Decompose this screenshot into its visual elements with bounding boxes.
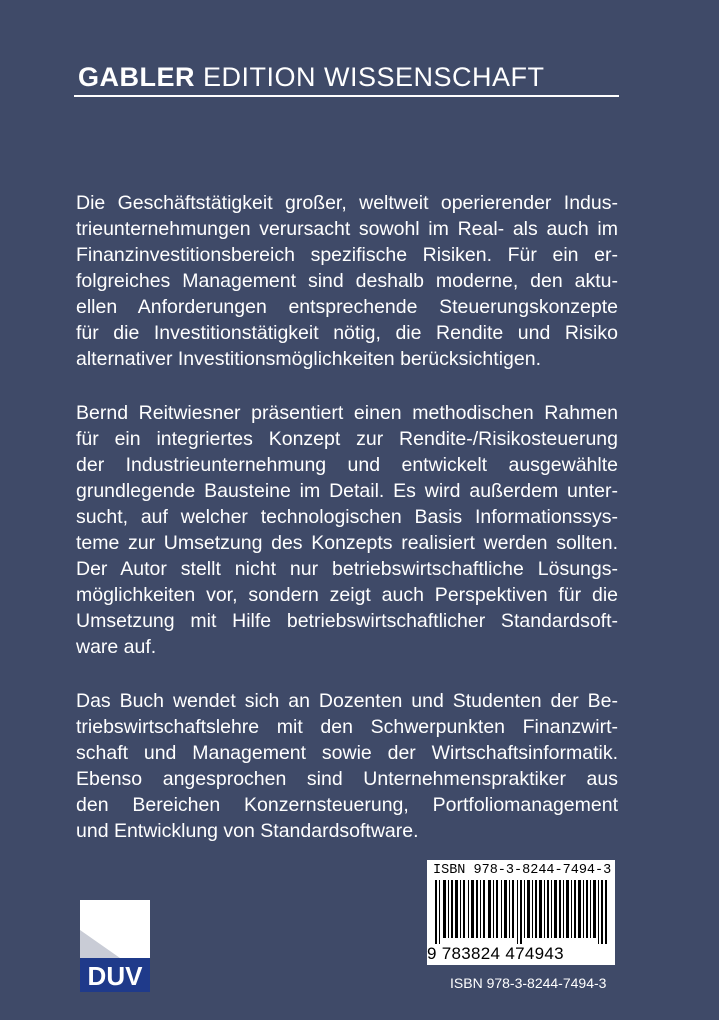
- paragraph-3: [76, 688, 618, 844]
- header-rule: [74, 95, 619, 97]
- text-line: Umsetzung mit Hilfe betriebswirtschaftlicher Standardsoft-: [76, 610, 618, 632]
- isbn-top-label: ISBN 978-3-8244-7494-3: [433, 863, 612, 878]
- paragraph-2: [76, 400, 618, 660]
- duv-logo-icon: [80, 900, 150, 992]
- text-line: für ein integriertes Konzept zur Rendite-/Risikosteuerung: [76, 428, 618, 450]
- duv-logo: [80, 900, 150, 992]
- edition-label: EDITION WISSENSCHAFT: [195, 62, 545, 92]
- text-line: grundlegende Bausteine im Detail. Es wird außerdem unter-: [76, 480, 618, 502]
- text-line: schaft und Management sowie der Wirtschaftsinformatik.: [76, 742, 618, 764]
- text-line: sucht, auf welcher technologischen Basis Informationssys-: [76, 506, 618, 528]
- paragraph-1: [76, 190, 618, 372]
- barcode-icon: [435, 880, 607, 944]
- text-line: triebswirtschaftslehre mit den Schwerpunkten Finanzwirt-: [76, 716, 618, 738]
- text-line: ellen Anforderungen entsprechende Steuerungskonzepte: [76, 296, 618, 318]
- series-title: [78, 62, 545, 93]
- text-line: Ebenso angesprochen sind Unternehmenspraktiker aus: [76, 768, 618, 790]
- text-line: den Bereichen Konzernsteuerung, Portfoliomanagement: [76, 794, 618, 816]
- text-line: Bernd Reitwiesner präsentiert einen methodischen Rahmen: [76, 402, 618, 424]
- text-line: ware auf.: [76, 636, 157, 658]
- publisher-brand: GABLER: [78, 62, 195, 92]
- text-line: teme zur Umsetzung des Konzepts realisiert werden sollten.: [76, 532, 618, 554]
- text-line: der Industrieunternehmung und entwickelt ausgewählte: [76, 454, 618, 476]
- text-line: Die Geschäftstätigkeit großer, weltweit operierender Indus-: [76, 192, 618, 214]
- blurb: [76, 190, 618, 872]
- text-line: möglichkeiten vor, sondern zeigt auch Perspektiven für die: [76, 584, 618, 606]
- isbn-bottom-label: ISBN 978-3-8244-7494-3: [450, 975, 607, 991]
- text-line: folgreiches Management sind deshalb moderne, den aktu-: [76, 270, 618, 292]
- isbn-barcode-digits: 9 783824 474943: [427, 944, 564, 963]
- text-line: alternativer Investitionsmöglichkeiten berücksichtigen.: [76, 348, 541, 370]
- logo-text: DUV: [87, 961, 143, 991]
- text-line: Der Autor stellt nicht nur betriebswirtschaftliche Lösungs-: [76, 558, 618, 580]
- text-line: und Entwicklung von Standardsoftware.: [76, 820, 419, 842]
- text-line: Finanzinvestitionsbereich spezifische Risiken. Für ein er-: [76, 244, 618, 266]
- text-line: Das Buch wendet sich an Dozenten und Studenten der Be-: [76, 690, 618, 712]
- barcode-panel: [427, 860, 615, 965]
- text-line: trieunternehmungen verursacht sowohl im Real- als auch im: [76, 218, 618, 240]
- text-line: für die Investitionstätigkeit nötig, die Rendite und Risiko: [76, 322, 618, 344]
